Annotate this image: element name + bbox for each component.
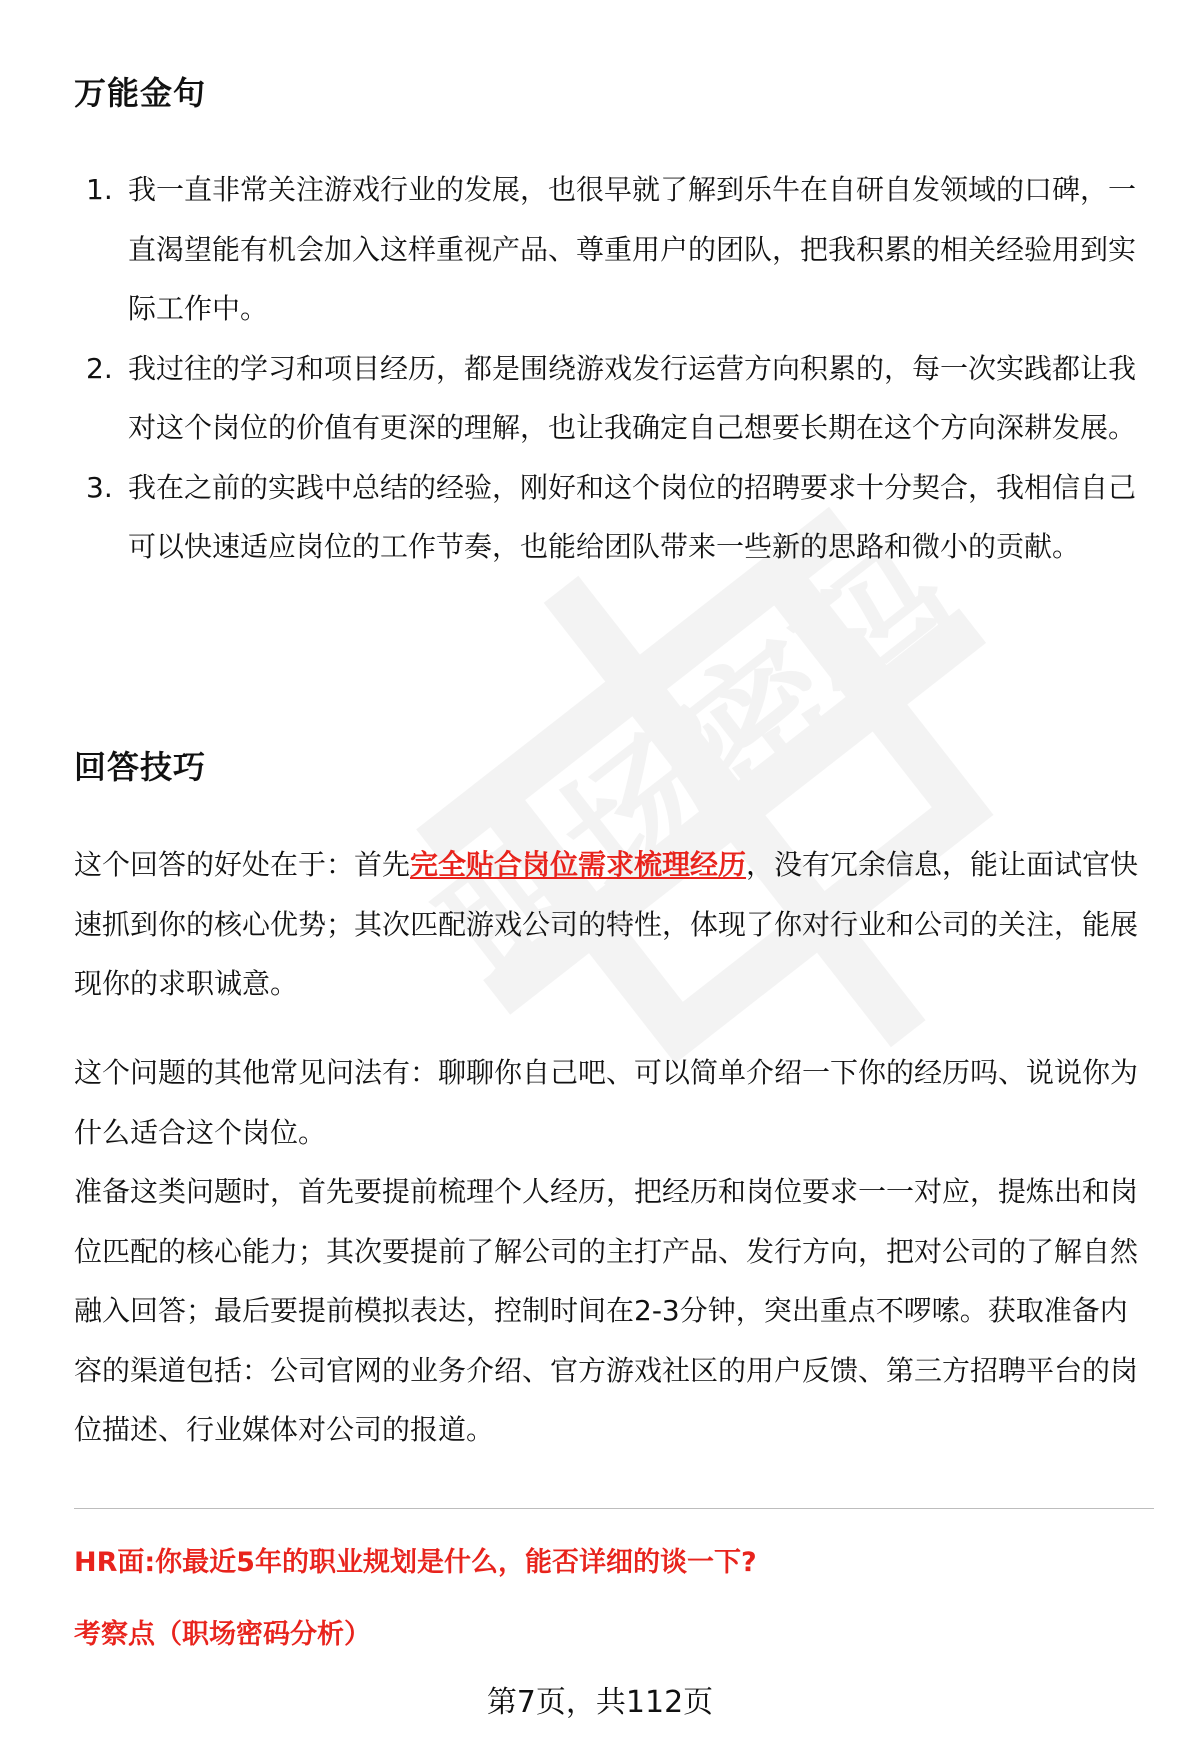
divider: [74, 1508, 1154, 1509]
phrase-list: [74, 160, 1144, 577]
section-title-answer-tips: 回答技巧: [74, 748, 207, 786]
tips-paragraph: [74, 835, 1152, 1014]
list-item-text: 我一直非常关注游戏行业的发展，也很早就了解到乐牛在自研自发领域的口碑，一直渴望能有机会加入这样重视产品、尊重用户的团队，把我积累的相关经验用到实际工作中。: [128, 173, 1137, 325]
list-item-number: 1.: [86, 173, 113, 206]
alternate-questions-paragraph: 这个问题的其他常见问法有：聊聊你自己吧、可以简单介绍一下你的经历吗、说说你为什么适合这个岗位。: [74, 1056, 1139, 1149]
next-question-heading: HR面:你最近5年的职业规划是什么，能否详细的谈一下?: [74, 1547, 757, 1578]
list-item-number: 2.: [86, 351, 113, 385]
list-item-number: 3.: [86, 470, 113, 504]
highlighted-phrase: 完全贴合岗位需求梳理经历: [410, 848, 747, 881]
list-item-text: 我过往的学习和项目经历，都是围绕游戏发行运营方向积累的，每一次实践都让我对这个岗位的价值有更深的理解，也让我确定自己想要长期在这个方向深耕发展。: [128, 351, 1137, 444]
page-number: 第7页，共112页: [486, 1685, 714, 1720]
tips-text-before: 这个回答的好处在于：首先: [74, 848, 411, 881]
list-item: [74, 458, 1144, 577]
exam-point-heading: 考察点（职场密码分析）: [74, 1619, 371, 1650]
tips-text-after: ，没有冗余信息，能让面试官快速抓到你的核心优势；其次匹配游戏公司的特性，体现了你对行业和公司的关注，能展现你的求职诚意。: [74, 848, 1139, 1000]
section-title-universal-phrases: 万能金句: [74, 74, 207, 112]
list-item: [74, 160, 1144, 339]
preparation-paragraph: 准备这类问题时，首先要提前梳理个人经历，把经历和岗位要求一一对应，提炼出和岗位匹配的核心能力；其次要提前了解公司的主打产品、发行方向，把对公司的了解自然融入回答；最后要提前模拟表达，控制时间在2-3分钟，突出重点不啰嗦。获取准备内容的渠道包括：公司官网的业务介绍、官方游戏社区的用户反馈、第三方招聘平台的岗位描述、行业媒体对公司的报道。: [74, 1175, 1139, 1446]
list-item-text: 我在之前的实践中总结的经验，刚好和这个岗位的招聘要求十分契合，我相信自己可以快速适应岗位的工作节奏，也能给团队带来一些新的思路和微小的贡献。: [128, 470, 1137, 563]
list-item: [74, 339, 1144, 458]
